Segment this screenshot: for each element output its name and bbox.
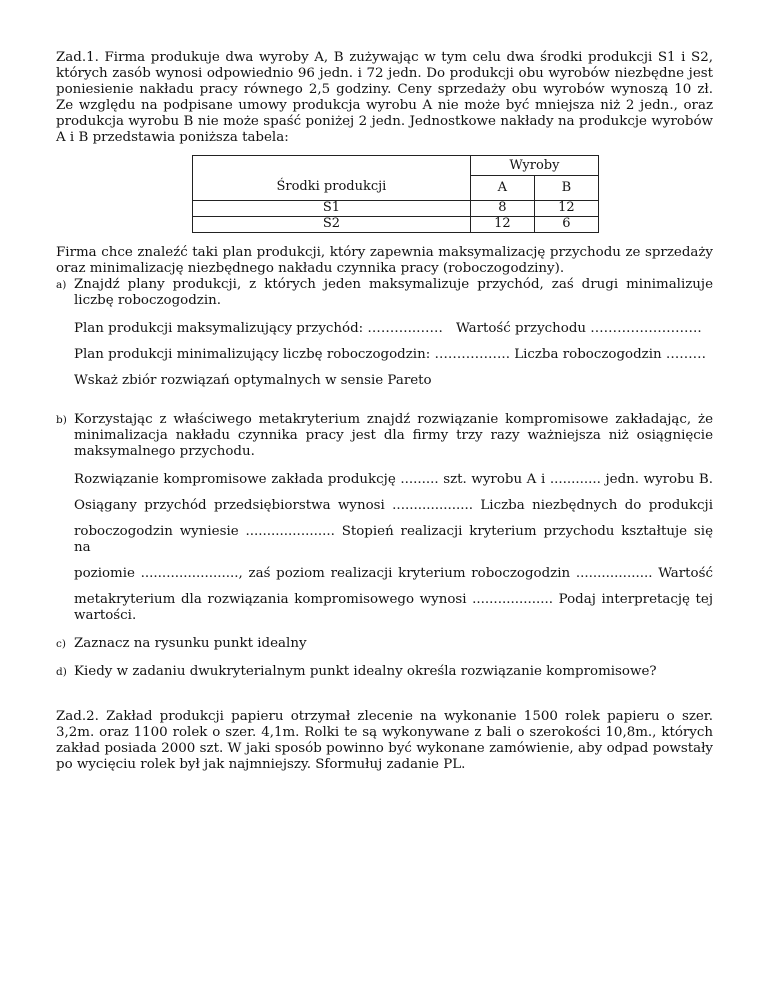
task2-text: Zad.2. Zakład produkcji papieru otrzymał zlecenie na wykonanie 1500 rolek papieru o szer. 3,2m. oraz 1100 rolek o szer. 4,1m. Rolki te są wykonywane z bali o szerokości 10,8m., których zakład posiada 2000 szt. W jaki sposób powinno być wykonane zamówienie, aby odpad powstały po wycięciu rolek był jak najmniejszy. Sformułuj zadanie PL. — [56, 708, 713, 772]
subtask-d — [56, 664, 713, 680]
subtask-b-label: b) — [56, 413, 67, 426]
answer-b-line5: metakryterium dla rozwiązania kompromisowego wynosi ................... Podaj interpretację tej wartości. — [74, 591, 713, 623]
answer-max-plan: Plan produkcji maksymalizujący przychód: ………..…… — [74, 320, 443, 336]
table-row — [193, 216, 599, 232]
subtask-a-label: a) — [56, 278, 67, 291]
table-cell: 6 — [534, 216, 598, 232]
document-page — [56, 50, 713, 773]
subtask-a — [56, 277, 713, 309]
subtask-c — [56, 636, 713, 652]
table-col-a: A — [470, 175, 534, 200]
subtask-d-text: Kiedy w zadaniu dwukryterialnym punkt idealny określa rozwiązanie kompromisowe? — [74, 663, 657, 679]
subtask-a-text: Znajdź plany produkcji, z których jeden maksymalizuje przychód, zaś drugi minimalizuje liczbę roboczogodzin. — [74, 276, 713, 308]
answer-b-line1: Rozwiązanie kompromisowe zakłada produkcję ......... szt. wyrobu A i ............ jedn. wyrobu B. — [74, 471, 713, 487]
answer-line-max-revenue — [56, 321, 713, 337]
task1-goal: Firma chce znaleźć taki plan produkcji, który zapewnia maksymalizację przychodu ze sprzedaży oraz minimalizację niezbędnego nakładu czynnika pracy (roboczogodziny). — [56, 244, 713, 276]
table-group-header: Wyroby — [470, 156, 598, 176]
task1-intro: Zad.1. Firma produkuje dwa wyroby A, B zużywając w tym celu dwa środki produkcji S1 i S2, których zasób wynosi odpowiednio 96 jedn. i 72 jedn. Do produkcji obu wyrobów niezbędne jest poniesienie nakładu pracy równego 2,5 godziny. Ceny sprzedaży obu wyrobów wynoszą 10 zł. Ze względu na podpisane umowy produkcja wyrobu A nie może być mniejsza niż 2 jedn., oraz produkcja wyrobu B nie może spaść poniżej 2 jedn. Jednostkowe nakłady na produkcje wyrobów A i B przedstawia poniższa tabela: — [56, 50, 713, 145]
answer-b-line3: roboczogodzin wyniesie ..................... Stopień realizacji kryterium przychodu kształtuje się na — [74, 523, 713, 555]
subtask-d-label: d) — [56, 665, 67, 678]
table-row-name: S2 — [193, 216, 471, 232]
subtask-c-label: c) — [56, 637, 66, 650]
answer-line-min-hours: Plan produkcji minimalizujący liczbę roboczogodzin: …………….. Liczba roboczogodzin ……… — [74, 346, 707, 362]
answer-b-line4: poziomie ......................., zaś poziom realizacji kryterium roboczogodzin .................. Wartość — [74, 565, 713, 581]
table-row — [193, 200, 599, 216]
table-cell: 12 — [470, 216, 534, 232]
pareto-question: Wskaż zbiór rozwiązań optymalnych w sensie Pareto — [74, 372, 432, 388]
table-cell: 12 — [534, 200, 598, 216]
subtask-b-text: Korzystając z właściwego metakryterium znajdź rozwiązanie kompromisowe zakładając, że minimalizacja nakładu czynnika pracy jest dla firmy trzy razy ważniejsza niż osiągnięcie maksymalnego przychodu. — [74, 411, 713, 459]
table-col-b: B — [534, 175, 598, 200]
subtask-c-text: Zaznacz na rysunku punkt idealny — [74, 635, 307, 651]
subtask-b — [56, 412, 713, 460]
table-row-header: Środki produkcji — [193, 175, 471, 200]
table-row-name: S1 — [193, 200, 471, 216]
answer-b-line2: Osiągany przychód przedsiębiorstwa wynosi ................... Liczba niezbędnych do produkcji — [74, 497, 713, 513]
resources-table — [192, 155, 599, 233]
table-cell: 8 — [470, 200, 534, 216]
answer-revenue-value: Wartość przychodu ……………………. — [456, 320, 702, 336]
